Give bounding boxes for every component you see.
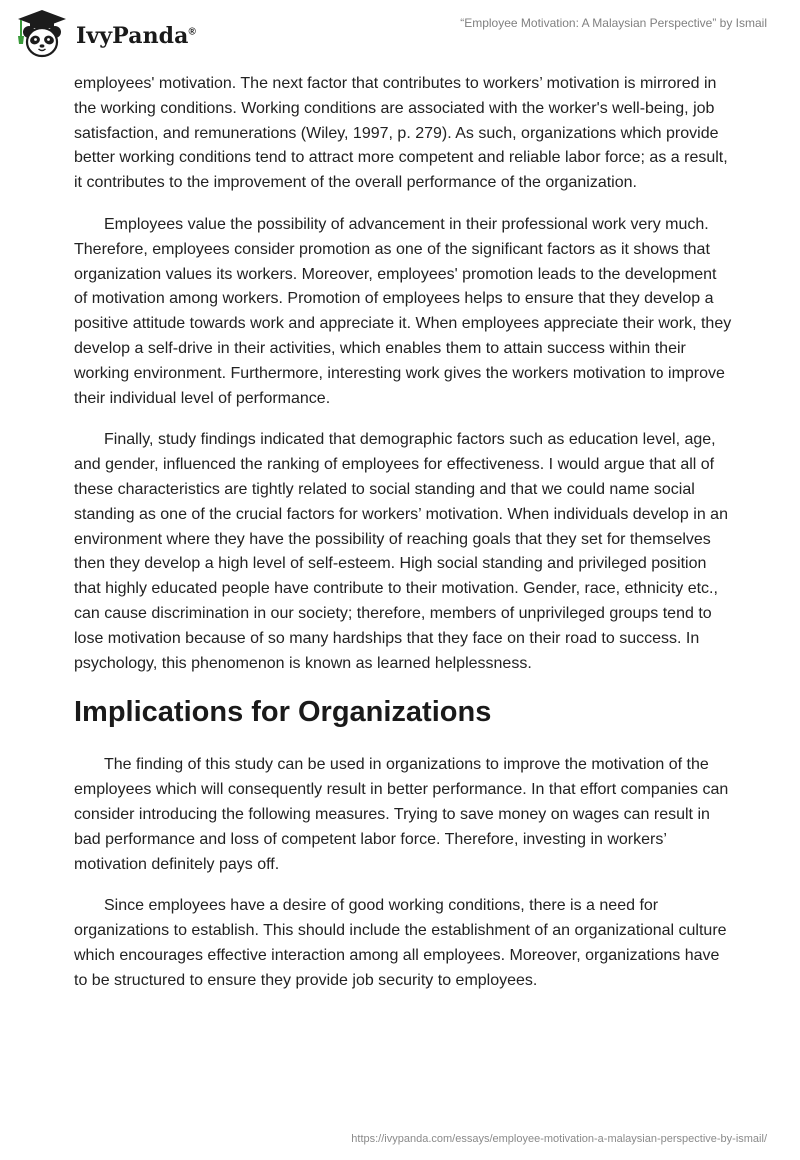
essay-body bbox=[74, 72, 734, 1011]
paragraph-demographics: Finally, study findings indicated that demographic factors such as education level, age, and gender, influenced the ranking of employees for effectiveness. I would argue that all of these characteristics are tightly related to social standing and that we could name social standing as one of the crucial factors for workers’ motivation. When individuals develop in an environment where they have the possibility of reaching goals that they set for themselves then they develop a high level of self-esteem. High social standing and privileged position that highly educated people have contribute to their motivation. Gender, race, ethnicity etc., can cause discrimination in our society; therefore, members of unprivileged groups tend to lose motivation because of so many hardships that they face on their road to success. In psychology, this phenomenon is known as learned helplessness. bbox=[74, 431, 728, 672]
logo-text: IvyPanda® bbox=[76, 23, 196, 49]
registered-mark: ® bbox=[188, 26, 196, 38]
paragraph-working-conditions: employees' motivation. The next factor that contributes to workers’ motivation is mirrored in the working conditions. Working conditions are associated with the worker's well-being, job satisfaction, and remunerations (Wiley, 1997, p. 279). As such, organizations which provide better working conditions tend to attract more competent and reliable labor force; as a result, it contributes to the improvement of the overall performance of the organization. bbox=[74, 75, 728, 192]
panda-graduate-icon bbox=[14, 8, 70, 60]
source-url[interactable]: https://ivypanda.com/essays/employee-motivation-a-malaysian-perspective-by-ismail/ bbox=[351, 1133, 767, 1145]
paragraph-implications: The finding of this study can be used in organizations to improve the motivation of the employees which will consequently result in better performance. In that effort companies can consider introducing the following measures. Trying to save money on wages can result in bad performance and loss of competent labor force. Therefore, investing in workers’ motivation definitely pays off. bbox=[74, 756, 729, 873]
document-title: “Employee Motivation: A Malaysian Perspective” by Ismail bbox=[460, 16, 767, 30]
ivypanda-logo[interactable] bbox=[14, 8, 196, 60]
paragraph-organizational-culture: Since employees have a desire of good working conditions, there is a need for organizations to establish. This should include the establishment of an organizational culture which encourages effective interaction among all employees. Moreover, organizations have to be structured to ensure they provide job security to employees. bbox=[74, 897, 727, 989]
paragraph-promotion: Employees value the possibility of advancement in their professional work very much. Therefore, employees consider promotion as one of the significant factors as it shows that organization values its workers. Moreover, employees' promotion leads to the development of motivation among workers. Promotion of employees helps to ensure that they develop a positive attitude towards work and appreciate it. When employees appreciate their work, they develop a self-drive in their activities, which enables them to attain success within their working environment. Furthermore, interesting work gives the workers motivation to improve their individual level of performance. bbox=[74, 215, 732, 407]
page-header bbox=[0, 0, 800, 70]
section-heading: Implications for Organizations bbox=[74, 696, 492, 729]
